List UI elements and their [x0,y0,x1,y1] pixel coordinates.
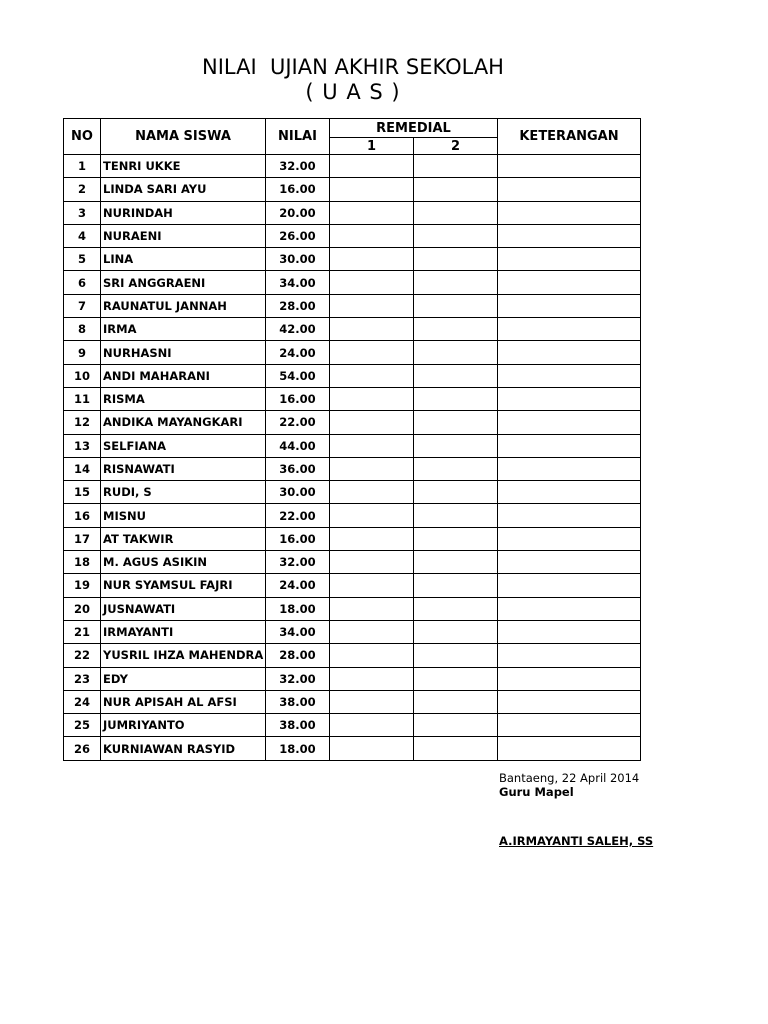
signature-name: A.IRMAYANTI SALEH, SS [499,834,654,848]
row-no: 9 [64,341,101,364]
table-row [64,248,641,271]
row-notes [498,597,641,620]
header-notes: KETERANGAN [498,119,641,155]
row-score: 38.00 [266,714,330,737]
row-no: 15 [64,481,101,504]
row-remedial-2 [414,434,498,457]
row-score: 26.00 [266,224,330,247]
row-remedial-1 [330,620,414,643]
table-row [64,341,641,364]
row-remedial-1 [330,457,414,480]
row-notes [498,387,641,410]
header-remedial: REMEDIAL [330,119,498,138]
row-score: 32.00 [266,551,330,574]
row-remedial-2 [414,551,498,574]
row-notes [498,294,641,317]
row-no: 7 [64,294,101,317]
row-remedial-1 [330,155,414,178]
row-remedial-2 [414,411,498,434]
row-score: 28.00 [266,644,330,667]
row-name: IRMA [101,318,266,341]
row-score: 16.00 [266,178,330,201]
table-row [64,644,641,667]
row-no: 14 [64,457,101,480]
table-row [64,551,641,574]
row-notes [498,504,641,527]
row-no: 1 [64,155,101,178]
signature-place-date: Bantaeng, 22 April 2014 [499,771,640,785]
row-no: 8 [64,318,101,341]
row-remedial-2 [414,294,498,317]
row-notes [498,620,641,643]
row-remedial-2 [414,644,498,667]
table-row [64,574,641,597]
row-remedial-2 [414,155,498,178]
row-no: 16 [64,504,101,527]
row-notes [498,714,641,737]
row-remedial-1 [330,690,414,713]
row-notes [498,155,641,178]
row-score: 22.00 [266,411,330,434]
row-name: ANDI MAHARANI [101,364,266,387]
row-remedial-1 [330,248,414,271]
row-remedial-1 [330,294,414,317]
row-remedial-1 [330,597,414,620]
grades-table [63,118,641,761]
table-body [64,155,641,761]
row-name: LINA [101,248,266,271]
row-remedial-2 [414,714,498,737]
row-notes [498,201,641,224]
row-remedial-1 [330,318,414,341]
document-subtitle: ( U A S ) [305,80,401,104]
row-remedial-2 [414,387,498,410]
row-name: NURHASNI [101,341,266,364]
row-remedial-1 [330,341,414,364]
row-score: 54.00 [266,364,330,387]
row-name: SRI ANGGRAENI [101,271,266,294]
row-remedial-2 [414,457,498,480]
row-name: IRMAYANTI [101,620,266,643]
row-name: EDY [101,667,266,690]
row-remedial-1 [330,527,414,550]
row-score: 24.00 [266,574,330,597]
row-no: 12 [64,411,101,434]
row-notes [498,248,641,271]
row-name: LINDA SARI AYU [101,178,266,201]
row-remedial-1 [330,714,414,737]
row-notes [498,271,641,294]
row-name: SELFIANA [101,434,266,457]
row-remedial-2 [414,504,498,527]
table-row [64,411,641,434]
row-notes [498,457,641,480]
row-score: 36.00 [266,457,330,480]
row-remedial-2 [414,271,498,294]
row-name: NUR APISAH AL AFSI [101,690,266,713]
row-name: NURAENI [101,224,266,247]
row-remedial-2 [414,620,498,643]
row-score: 20.00 [266,201,330,224]
row-score: 16.00 [266,387,330,410]
row-no: 23 [64,667,101,690]
row-remedial-2 [414,597,498,620]
row-remedial-2 [414,481,498,504]
row-name: ANDIKA MAYANGKARI [101,411,266,434]
row-notes [498,341,641,364]
row-remedial-2 [414,690,498,713]
row-no: 24 [64,690,101,713]
row-remedial-1 [330,434,414,457]
row-notes [498,737,641,760]
table-row [64,155,641,178]
row-remedial-2 [414,527,498,550]
table-row [64,597,641,620]
row-name: YUSRIL IHZA MAHENDRA [101,644,266,667]
row-remedial-1 [330,387,414,410]
row-score: 34.00 [266,271,330,294]
row-notes [498,551,641,574]
row-no: 11 [64,387,101,410]
row-name: M. AGUS ASIKIN [101,551,266,574]
row-remedial-2 [414,178,498,201]
row-score: 34.00 [266,620,330,643]
row-notes [498,434,641,457]
row-remedial-2 [414,737,498,760]
row-remedial-1 [330,504,414,527]
row-no: 17 [64,527,101,550]
row-notes [498,224,641,247]
table-row [64,294,641,317]
row-remedial-2 [414,201,498,224]
row-name: RUDI, S [101,481,266,504]
row-score: 28.00 [266,294,330,317]
row-notes [498,644,641,667]
row-notes [498,690,641,713]
table-row [64,667,641,690]
row-no: 18 [64,551,101,574]
row-remedial-1 [330,201,414,224]
row-score: 42.00 [266,318,330,341]
table-row [64,690,641,713]
row-remedial-2 [414,364,498,387]
row-score: 16.00 [266,527,330,550]
row-remedial-1 [330,574,414,597]
row-score: 22.00 [266,504,330,527]
row-remedial-2 [414,341,498,364]
row-name: NURINDAH [101,201,266,224]
header-no: NO [64,119,101,155]
row-name: NUR SYAMSUL FAJRI [101,574,266,597]
row-no: 13 [64,434,101,457]
row-no: 4 [64,224,101,247]
row-remedial-1 [330,224,414,247]
row-notes [498,667,641,690]
table-row [64,387,641,410]
table-row [64,318,641,341]
row-no: 26 [64,737,101,760]
header-score: NILAI [266,119,330,155]
row-remedial-1 [330,551,414,574]
document-title: NILAI UJIAN AKHIR SEKOLAH [202,55,504,79]
header-remedial-1: 1 [330,138,414,155]
row-no: 20 [64,597,101,620]
table-row [64,201,641,224]
row-score: 18.00 [266,737,330,760]
row-name: JUSNAWATI [101,597,266,620]
row-remedial-1 [330,644,414,667]
row-notes [498,527,641,550]
table-row [64,527,641,550]
header-name: NAMA SISWA [101,119,266,155]
row-score: 24.00 [266,341,330,364]
row-name: RISMA [101,387,266,410]
row-remedial-1 [330,667,414,690]
table-row [64,178,641,201]
table-row [64,434,641,457]
row-no: 21 [64,620,101,643]
row-no: 22 [64,644,101,667]
row-notes [498,411,641,434]
row-notes [498,364,641,387]
row-score: 32.00 [266,667,330,690]
row-name: RISNAWATI [101,457,266,480]
row-notes [498,318,641,341]
row-remedial-1 [330,178,414,201]
row-notes [498,574,641,597]
row-remedial-1 [330,411,414,434]
table-row [64,737,641,760]
table-row [64,457,641,480]
table-row [64,271,641,294]
row-name: MISNU [101,504,266,527]
table-row [64,364,641,387]
table-row [64,714,641,737]
row-no: 3 [64,201,101,224]
table-row [64,620,641,643]
row-score: 32.00 [266,155,330,178]
row-score: 30.00 [266,481,330,504]
row-no: 5 [64,248,101,271]
row-name: KURNIAWAN RASYID [101,737,266,760]
row-remedial-1 [330,737,414,760]
row-no: 19 [64,574,101,597]
row-remedial-1 [330,481,414,504]
row-name: RAUNATUL JANNAH [101,294,266,317]
row-notes [498,178,641,201]
row-remedial-2 [414,224,498,247]
table-row [64,481,641,504]
row-name: TENRI UKKE [101,155,266,178]
row-remedial-2 [414,667,498,690]
row-no: 25 [64,714,101,737]
row-score: 30.00 [266,248,330,271]
row-name: AT TAKWIR [101,527,266,550]
row-score: 44.00 [266,434,330,457]
row-remedial-2 [414,318,498,341]
row-remedial-1 [330,271,414,294]
row-remedial-2 [414,248,498,271]
row-notes [498,481,641,504]
row-no: 10 [64,364,101,387]
row-no: 6 [64,271,101,294]
row-remedial-2 [414,574,498,597]
signature-role: Guru Mapel [499,785,574,799]
row-no: 2 [64,178,101,201]
row-score: 18.00 [266,597,330,620]
header-remedial-2: 2 [414,138,498,155]
table-row [64,504,641,527]
row-remedial-1 [330,364,414,387]
row-score: 38.00 [266,690,330,713]
table-row [64,224,641,247]
row-name: JUMRIYANTO [101,714,266,737]
